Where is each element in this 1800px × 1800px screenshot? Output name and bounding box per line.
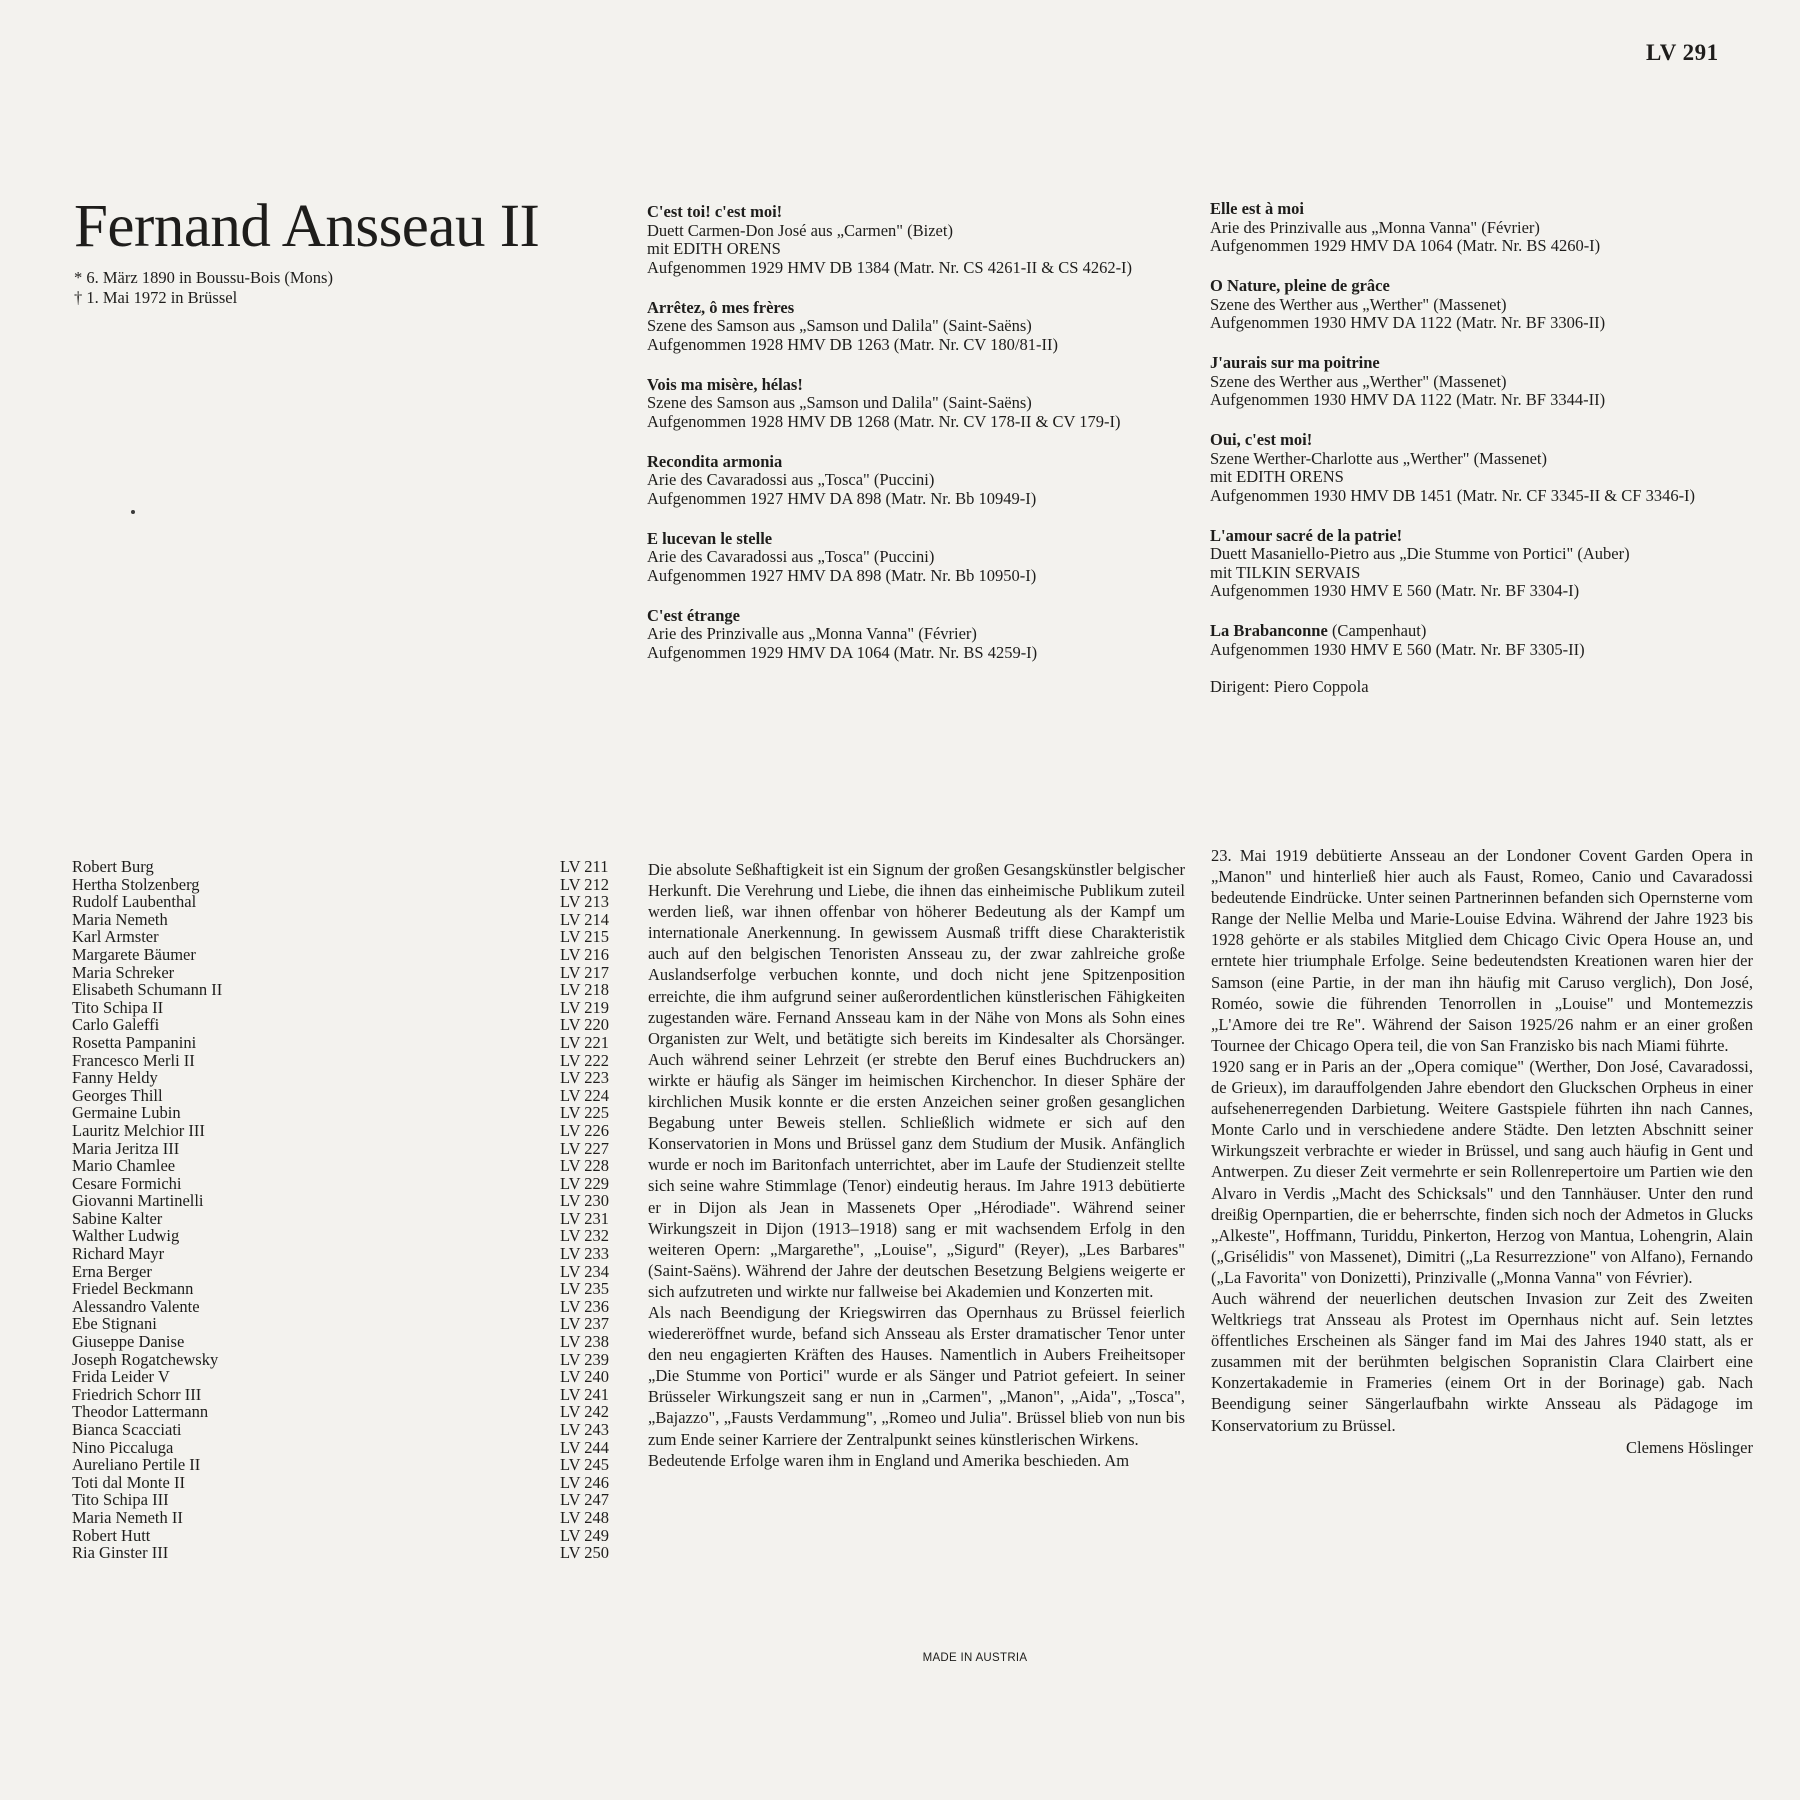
artist-catalog-number: LV 228 [560,1156,610,1176]
album-title: Fernand Ansseau II [74,193,540,260]
track-detail: Aufgenommen 1930 HMV E 560 (Matr. Nr. BF 3305-II) [1210,639,1585,659]
essay-author: Clemens Höslinger [1626,1437,1753,1457]
track-entry [1210,277,1770,333]
track-entry [647,376,1207,432]
artist-name: Maria Nemeth II [72,1507,183,1527]
artist-catalog-number: LV 247 [560,1490,610,1510]
artist-row [72,1315,622,1333]
death-line: † 1. Mai 1972 in Brüssel [74,288,238,307]
artist-name: Maria Nemeth [72,909,168,929]
artist-name: Theodor Lattermann [72,1402,209,1422]
artist-catalog-number: LV 236 [560,1296,610,1316]
artist-catalog-number: LV 220 [560,1015,610,1035]
artist-catalog-number: LV 225 [560,1103,610,1123]
artist-catalog-number: LV 217 [560,962,610,982]
track-detail: Aufgenommen 1928 HMV DB 1268 (Matr. Nr. CV 178-II & CV 179-I) [647,411,1121,431]
essay-paragraph: Als nach Beendigung der Kriegswirren das Opernhaus zu Brüssel feierlich wiedereröffnet wurde, befand sich Ansseau als Erster dramatischer Tenor unter den neu engagierten Kräften des Hauses. Namentlich in Aubers Freiheitsoper „Die Stumme von Portici" wurde er als Sänger und Patriot gefeiert. In seiner Brüsseler Wirkungszeit sang er nun in „Carmen", „Manon", „Aida", „Tosca", „Bajazzo", „Fausts Verdammung", „Romeo und Julia". Brüssel blieb von nun bis zum Ende seiner Karriere der Zentralpunkt seines künstlerischen Wirkens. [648,1302,1185,1449]
track-detail: Aufgenommen 1930 HMV DA 1122 (Matr. Nr. BF 3306-II) [1210,313,1606,332]
artist-catalog-number: LV 241 [560,1384,610,1404]
artist-name: Robert Burg [72,857,154,876]
track-entry [647,530,1207,586]
artist-name: Hertha Stolzenberg [72,874,200,894]
artist-name: Georges Thill [72,1085,163,1105]
artist-row [72,1421,622,1439]
artist-name: Tito Schipa III [72,1490,169,1510]
artist-row [72,1087,622,1105]
artist-row [72,1280,622,1298]
track-list-middle [647,203,1207,684]
artist-name: Carlo Galeffi [72,1015,160,1035]
artist-row [72,1192,622,1210]
artist-catalog-number: LV 221 [560,1032,610,1052]
artist-row [72,1069,622,1087]
essay-column-right [1211,845,1753,1458]
artist-row [72,1474,622,1492]
track-detail: Aufgenommen 1929 HMV DA 1064 (Matr. Nr. BS 4260-I) [1210,236,1601,255]
artist-name: Maria Schreker [72,962,175,982]
track-title: O Nature, pleine de grâce [1210,276,1390,295]
track-detail: mit EDITH ORENS [1210,467,1344,486]
artist-row [72,1034,622,1052]
track-detail: Aufgenommen 1929 HMV DB 1384 (Matr. Nr. CS 4261-II & CS 4262-I) [647,257,1133,277]
essay-paragraph: Bedeutende Erfolge waren ihm in England und Amerika beschieden. Am [648,1450,1130,1470]
artist-catalog-number: LV 240 [560,1367,610,1387]
artist-name: Friedel Beckmann [72,1279,194,1299]
track-detail: Aufgenommen 1930 HMV E 560 (Matr. Nr. BF 3304-I) [1210,581,1580,600]
track-detail: mit TILKIN SERVAIS [1210,562,1361,582]
artist-name: Aureliano Pertile II [72,1455,201,1475]
artist-catalog-number: LV 242 [560,1402,610,1422]
track-title: Elle est à moi [1210,199,1304,218]
track-title: Oui, c'est moi! [1210,430,1313,449]
artist-name: Alessandro Valente [72,1296,200,1316]
made-in-label: MADE IN AUSTRIA [922,1652,1028,1664]
track-title: Recondita armonia [647,451,783,471]
track-title-line [647,203,1207,222]
artist-catalog-number: LV 212 [560,874,610,894]
track-entry [647,203,1207,277]
track-detail: Szene des Samson aus „Samson und Dalila" (Saint-Saëns) [647,393,1032,412]
track-detail: Aufgenommen 1929 HMV DA 1064 (Matr. Nr. BS 4259-I) [647,642,1038,662]
artist-catalog-number: LV 233 [560,1244,610,1264]
artist-row [72,1368,622,1386]
track-entry [1210,200,1770,256]
artist-name: Richard Mayr [72,1244,165,1264]
conductor-credit: Dirigent: Piero Coppola [1210,676,1369,696]
artist-row [72,1509,622,1527]
artist-name: Sabine Kalter [72,1208,163,1228]
artist-row [72,946,622,964]
artist-name: Ria Ginster III [72,1543,169,1563]
artist-catalog-number: LV 245 [560,1455,610,1475]
track-title-line [1210,527,1770,546]
artist-row [72,1157,622,1175]
track-detail: Aufgenommen 1927 HMV DA 898 (Matr. Nr. Bb 10950-I) [647,565,1037,585]
artist-catalog-number: LV 214 [560,909,610,929]
track-title-line [1210,277,1770,296]
artist-row [72,1403,622,1421]
artist-row [72,1016,622,1034]
artist-row [72,1122,622,1140]
track-detail: Arie des Cavaradossi aus „Tosca" (Puccini) [647,470,935,489]
artist-catalog-number: LV 248 [560,1507,610,1527]
artist-name: Elisabeth Schumann II [72,980,223,1000]
artist-catalog-number: LV 224 [560,1085,610,1105]
artist-catalog-number: LV 223 [560,1068,610,1088]
artist-name: Lauritz Melchior III [72,1120,205,1140]
track-detail: Szene des Werther aus „Werther" (Massenet) [1210,294,1507,314]
track-entry [1210,622,1770,659]
artist-name: Rosetta Pampanini [72,1032,197,1052]
track-detail: Aufgenommen 1927 HMV DA 898 (Matr. Nr. Bb 10949-I) [647,488,1037,508]
artist-catalog-number: LV 239 [560,1349,610,1369]
track-title-line [1210,431,1770,450]
artist-row [72,1210,622,1228]
essay-paragraph: 1920 sang er in Paris an der „Opera comique" (Werther, Don José, Cavaradossi, de Grieux), im darauffolgenden Jahre ebendort den Gluckschen Orpheus in einer aufsehenerregenden Darbietung. Weitere Gastspiele führten ihn nach Cannes, Monte Carlo und in verschiedene andere Städte. Den letzten Abschnitt seiner Wirkungszeit verbrachte er wieder in Brüssel, und sang auch häufig in Gent und Antwerpen. Zu dieser Zeit vermehrte er sein Rollenrepertoire um Partien wie den Alvaro in Verdis „Macht des Schicksals" und den Tannhäuser. Unter den rund dreißig Opernpartien, die er beherrschte, finden sich noch der Admetos in Glucks „Alkeste", Hoffmann, Turiddu, Pinkerton, Herzog von Mantua, Lohengrin, Alain („Grisélidis" von Massenet), Dimitri („La Resurrezzione" von Alfano), Fernando („La Favorita" von Donizetti), Prinzivalle („Monna Vanna" von Février). [1211,1056,1753,1287]
track-detail: Arie des Cavaradossi aus „Tosca" (Puccini) [647,547,935,566]
track-detail: Arie des Prinzivalle aus „Monna Vanna" (Février) [1210,217,1540,237]
artist-catalog-number: LV 213 [560,892,610,912]
artist-name: Tito Schipa II [72,997,164,1017]
track-title: C'est étrange [647,605,741,625]
artist-catalog-number: LV 244 [560,1437,610,1457]
artist-name: Toti dal Monte II [72,1472,185,1492]
artist-catalog-number: LV 216 [560,944,610,964]
track-entry [1210,527,1770,601]
track-title-line [1210,354,1770,373]
track-detail: mit EDITH ORENS [647,239,781,258]
track-title: L'amour sacré de la patrie! [1210,525,1403,545]
track-title-line [647,607,1207,626]
track-detail: Aufgenommen 1930 HMV DB 1451 (Matr. Nr. CF 3345-II & CF 3346-I) [1210,485,1696,505]
track-title: Vois ma misère, hélas! [647,374,803,394]
artist-row [72,928,622,946]
artist-name: Maria Jeritza III [72,1138,180,1158]
artist-row [72,1298,622,1316]
track-detail: Aufgenommen 1928 HMV DB 1263 (Matr. Nr. CV 180/81-II) [647,334,1058,354]
track-title: La Brabanconne [1210,621,1328,640]
artist-catalog-number: LV 232 [560,1226,610,1246]
artist-row [72,1527,622,1545]
artist-name: Joseph Rogatchewsky [72,1349,219,1369]
track-entry [1210,354,1770,410]
artist-name: Karl Armster [72,927,159,947]
artist-row [72,1104,622,1122]
artist-row [72,1544,622,1562]
track-entry [647,299,1207,355]
artist-row [72,876,622,894]
artist-name: Margarete Bäumer [72,944,196,964]
track-title: C'est toi! c'est moi! [647,202,783,221]
artist-catalog-number: LV 243 [560,1420,610,1439]
artist-catalog-number: LV 237 [560,1314,610,1334]
track-detail: Arie des Prinzivalle aus „Monna Vanna" (Février) [647,624,977,643]
track-title: Arrêtez, ô mes frères [647,297,795,317]
artist-row [72,1245,622,1263]
artist-row [72,1263,622,1281]
artist-catalog-number: LV 238 [560,1332,610,1352]
track-entry [1210,431,1770,505]
artist-catalog-number: LV 230 [560,1191,610,1211]
artist-row [72,1140,622,1158]
artist-catalog-number: LV 218 [560,980,610,1000]
artist-catalog-number: LV 234 [560,1261,610,1281]
track-title: E lucevan le stelle [647,528,773,548]
artist-name: Erna Berger [72,1261,152,1281]
artist-catalog-number: LV 229 [560,1173,610,1193]
artist-row [72,1491,622,1509]
artist-catalog-number: LV 211 [560,857,609,876]
artist-row [72,858,622,876]
artist-catalog-list [72,858,622,1562]
artist-name: Bianca Scacciati [72,1420,182,1439]
artist-name: Robert Hutt [72,1525,151,1545]
artist-catalog-number: LV 231 [560,1208,610,1228]
track-detail: Szene des Samson aus „Samson und Dalila" (Saint-Saëns) [647,316,1032,335]
artist-catalog-number: LV 222 [560,1050,610,1070]
artist-row [72,964,622,982]
artist-row [72,981,622,999]
track-title-line [1210,622,1770,641]
artist-name: Ebe Stignani [72,1314,157,1334]
artist-name: Frida Leider V [72,1367,170,1387]
track-detail: Aufgenommen 1930 HMV DA 1122 (Matr. Nr. BF 3344-II) [1210,390,1606,409]
artist-row [72,999,622,1017]
artist-name: Walther Ludwig [72,1226,180,1246]
artist-name: Fanny Heldy [72,1068,158,1088]
artist-name: Cesare Formichi [72,1173,182,1193]
artist-name: Germaine Lubin [72,1103,181,1123]
track-entry [647,607,1207,663]
artist-catalog-number: LV 226 [560,1120,610,1140]
artist-catalog-number: LV 227 [560,1138,610,1158]
track-title: J'aurais sur ma poitrine [1210,353,1380,372]
artist-catalog-number: LV 249 [560,1525,610,1545]
track-entry [647,453,1207,509]
artist-row [72,1351,622,1369]
artist-name: Rudolf Laubenthal [72,892,197,912]
artist-catalog-number: LV 215 [560,927,610,947]
artist-row [72,1439,622,1457]
birth-line: * 6. März 1890 in Boussu-Bois (Mons) [74,268,333,287]
track-title-line [647,530,1207,549]
artist-catalog-number: LV 250 [560,1543,610,1563]
artist-name: Francesco Merli II [72,1050,195,1070]
artist-row [72,911,622,929]
track-title-line [1210,200,1770,219]
artist-row [72,893,622,911]
track-title-line [647,299,1207,318]
track-detail: Szene des Werther aus „Werther" (Massenet) [1210,371,1507,391]
track-detail: Szene Werther-Charlotte aus „Werther" (Massenet) [1210,448,1547,468]
artist-row [72,1227,622,1245]
life-dates [74,268,333,308]
track-detail: Duett Carmen-Don José aus „Carmen" (Bizet) [647,220,953,240]
artist-catalog-number: LV 235 [560,1279,610,1299]
artist-row [72,1052,622,1070]
artist-row [72,1333,622,1351]
artist-row [72,1456,622,1474]
track-list-right [1210,200,1770,696]
essay-paragraph: Auch während der neuerlichen deutschen Invasion zur Zeit des Zweiten Weltkriegs trat Ansseau als Protest im Opernhaus nicht auf. Sein letztes öffentliches Erscheinen als Sänger fand im Mai des Jahres 1940 statt, als er zusammen mit der berühmten belgischen Sopranistin Clara Clairbert eine Konzertakademie in Frameries (einem Ort in der Borinage) gab. Nach Beendigung seiner Sängerlaufbahn wirkte Ansseau als Pädagoge im Konservatorium zu Brüssel. [1211,1288,1753,1435]
track-title-line [647,376,1207,395]
artist-name: Nino Piccaluga [72,1437,174,1457]
artist-name: Friedrich Schorr III [72,1384,202,1404]
artist-catalog-number: LV 246 [560,1472,610,1492]
artist-row [72,1175,622,1193]
artist-name: Giuseppe Danise [72,1332,185,1352]
artist-name: Giovanni Martinelli [72,1191,204,1211]
essay-paragraph: Die absolute Seßhaftigkeit ist ein Signum der großen Gesangskünstler belgischer Herkunft. Die Verehrung und Liebe, die ihnen das einheimische Publikum zuteil werden ließ, war ihnen offenbar von höherer Bedeutung als der Kampf um internationale Anerkennung. In gewissem Ausmaß trifft diese Charakteristik auch auf den belgischen Tenoristen Ansseau zu, der zwar zahlreiche große Auslandserfolge verbuchen konnte, und doch nicht jene Spitzenposition erreichte, die ihm aufgrund seiner außerordentlichen künstlerischen Fähigkeiten zugestanden wäre. Fernand Ansseau kam in der Nähe von Mons als Sohn eines Organisten zur Welt, und betätigte sich bereits im Kindesalter als Chorsänger. Auch während seiner Lehrzeit (er strebte den Beruf eines Buchdruckers an) wirkte er häufig als Sänger im heimischen Kirchenchor. In dieser Sphäre der kirchlichen Musik konnte er die ersten Anzeichen seiner großen gesanglichen Begabung unter Beweis stellen. Schließlich widmete er sich auf den Konservatorien in Mons und Brüssel ganz dem Studium der Musik. Anfänglich wurde er noch im Baritonfach unterrichtet, aber im Laufe der Studienzeit stellte sich seine wahre Stimmlage (Tenor) eindeutig heraus. Im Jahre 1913 debütierte er in Dijon als Jean in Massenets Oper „Hérodiade". Während seiner Wirkungszeit in Dijon (1913–1918) sang er mit wachsendem Erfolg in den weiteren Opern: „Margarethe", „Louise", „Sigurd" (Reyer), „Les Barbares" (Saint-Saëns). Während der Jahre der deutschen Besetzung Belgiens weigerte er sich aufzutreten und wirkte nur fallweise bei Akademien und Konzerten mit. [648,860,1185,1301]
catalog-number: LV 291 [1646,40,1719,65]
essay-column-left [648,859,1185,1471]
track-title-line [647,453,1207,472]
artist-name: Mario Chamlee [72,1156,176,1176]
track-detail: Duett Masaniello-Pietro aus „Die Stumme von Portici" (Auber) [1210,544,1630,563]
essay-paragraph: 23. Mai 1919 debütierte Ansseau an der Londoner Covent Garden Opera in „Manon" und hinterließ hier auch als Faust, Romeo, Canio und Cavaradossi bedeutende Eindrücke. Unter seinen Partnerinnen befanden sich Opernsterne vom Range der Nellie Melba und Marie-Louise Edvina. Während der Jahre 1923 bis 1928 gehörte er als stabiles Mitglied dem Chicago Civic Opera House an, und erntete hier triumphale Erfolge. Seine bedeutendsten Kreationen waren hier der Samson (eine Partie, in der man ihn häufig mit Caruso verglich), Don José, Roméo, sowie die führenden Tenorrollen in „Louise" und Montemezzis „L'Amore dei tre Re". Während der Saison 1925/26 nahm er an einer großen Tournee der Chicago Opera teil, die von San Franzisko bis nach Miami führte. [1211,846,1753,1055]
artist-row [72,1386,622,1404]
stray-dot [131,510,135,514]
track-composer: (Campenhaut) [1327,621,1427,640]
artist-catalog-number: LV 219 [560,997,610,1017]
